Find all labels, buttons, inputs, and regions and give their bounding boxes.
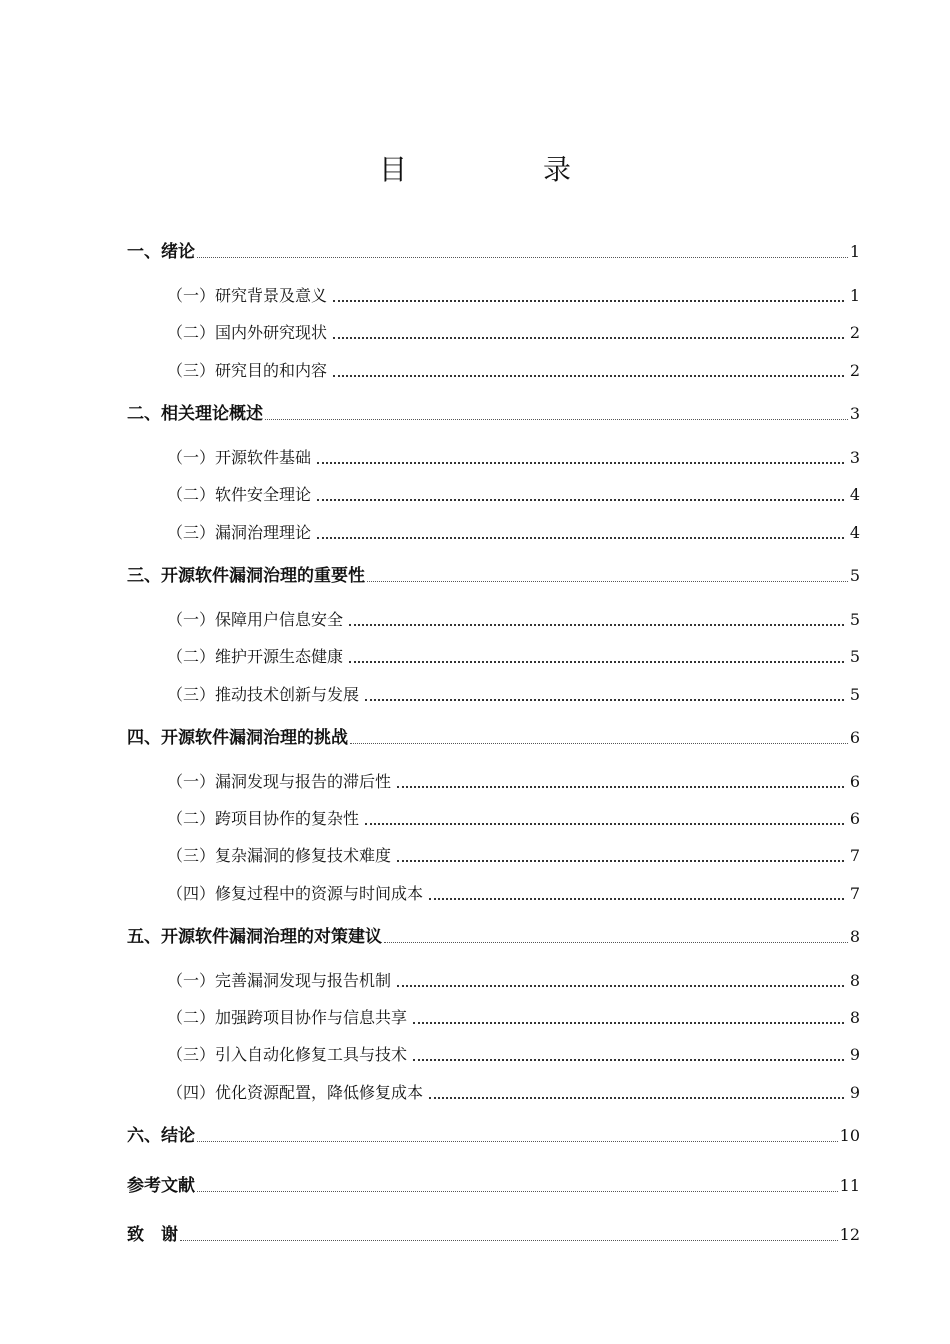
toc-entry-page: 12 xyxy=(839,1225,860,1244)
toc-entry-page: 1 xyxy=(849,286,860,305)
toc-entry[interactable] xyxy=(167,359,860,383)
toc-entry-label: （二）跨项目协作的复杂性 xyxy=(167,809,360,828)
toc-entry-label: （一）研究背景及意义 xyxy=(167,286,328,305)
toc-entry[interactable] xyxy=(167,446,860,470)
toc-entry-label: 二、相关理论概述 xyxy=(127,404,263,424)
dot-leader xyxy=(180,1239,838,1241)
dot-leader xyxy=(317,461,844,464)
toc-entry-label: 四、开源软件漏洞治理的挑战 xyxy=(127,728,348,748)
toc-entry-label: （二）软件安全理论 xyxy=(167,485,312,504)
toc-entry-page: 2 xyxy=(849,361,860,380)
toc-entry[interactable] xyxy=(167,284,860,308)
toc-entry-page: 8 xyxy=(849,927,860,946)
dot-leader xyxy=(397,785,844,788)
toc-entry-page: 5 xyxy=(849,566,860,585)
toc-entry-page: 9 xyxy=(849,1045,860,1064)
toc-entry-label: 一、绪论 xyxy=(127,242,195,262)
dot-leader xyxy=(197,1140,838,1142)
toc-entry-label: （一）开源软件基础 xyxy=(167,448,312,467)
toc-entry-label: （四）优化资源配置，降低修复成本 xyxy=(167,1083,424,1102)
dot-leader xyxy=(413,1058,844,1061)
toc-entry-label: 参考文献 xyxy=(127,1176,195,1196)
toc-entry-page: 4 xyxy=(849,485,860,504)
toc-entry[interactable] xyxy=(167,770,860,794)
toc-entry-label: 六、结论 xyxy=(127,1126,195,1146)
toc-entry[interactable] xyxy=(167,683,860,707)
toc-entry-page: 8 xyxy=(849,1008,860,1027)
dot-leader xyxy=(397,859,844,862)
toc-entry-label: （三）推动技术创新与发展 xyxy=(167,685,360,704)
toc-entry-label: （三）漏洞治理理论 xyxy=(167,523,312,542)
toc-entry-page: 5 xyxy=(849,610,860,629)
toc-entry[interactable] xyxy=(167,521,860,545)
toc-entry-page: 3 xyxy=(849,404,860,423)
toc-entry-label: 三、开源软件漏洞治理的重要性 xyxy=(127,566,365,586)
toc-entry-label: （一）漏洞发现与报告的滞后性 xyxy=(167,772,392,791)
toc-entry[interactable] xyxy=(127,240,860,264)
toc-entry-label: （四）修复过程中的资源与时间成本 xyxy=(167,884,424,903)
toc-entry-page: 9 xyxy=(849,1083,860,1102)
toc-entry[interactable] xyxy=(167,807,860,831)
toc-entry-page: 1 xyxy=(849,242,860,261)
toc-entry[interactable] xyxy=(167,882,860,906)
toc-entry-page: 7 xyxy=(849,846,860,865)
toc-entry[interactable] xyxy=(167,969,860,993)
toc-entry[interactable] xyxy=(167,844,860,868)
toc-entry-label: （二）国内外研究现状 xyxy=(167,323,328,342)
toc-entry-page: 7 xyxy=(849,884,860,903)
dot-leader xyxy=(349,623,844,626)
toc-entry[interactable] xyxy=(127,564,860,588)
toc-entry-page: 5 xyxy=(849,647,860,666)
dot-leader xyxy=(365,698,844,701)
toc-entry-page: 2 xyxy=(849,323,860,342)
toc-entry[interactable] xyxy=(167,321,860,345)
toc-entry[interactable] xyxy=(127,726,860,750)
dot-leader xyxy=(350,742,848,744)
toc-entry-page: 5 xyxy=(849,685,860,704)
toc-entry-label: （一）保障用户信息安全 xyxy=(167,610,344,629)
toc-entry[interactable] xyxy=(167,483,860,507)
toc-entry-label: （二）加强跨项目协作与信息共享 xyxy=(167,1008,408,1027)
dot-leader xyxy=(397,984,844,987)
dot-leader xyxy=(333,374,844,377)
toc-entry-page: 8 xyxy=(849,971,860,990)
toc-entry-label: （三）引入自动化修复工具与技术 xyxy=(167,1045,408,1064)
toc-entry-label: （一）完善漏洞发现与报告机制 xyxy=(167,971,392,990)
toc-entry-page: 3 xyxy=(849,448,860,467)
dot-leader xyxy=(333,336,844,339)
toc-entry-label: （三）复杂漏洞的修复技术难度 xyxy=(167,846,392,865)
toc-entry[interactable] xyxy=(167,1006,860,1030)
dot-leader xyxy=(365,822,844,825)
dot-leader xyxy=(384,941,848,943)
toc-entry[interactable] xyxy=(127,402,860,426)
toc-entry-label: 致 谢 xyxy=(127,1225,178,1245)
toc-entry[interactable] xyxy=(127,1124,860,1148)
page-title: 目 录 xyxy=(378,153,625,186)
dot-leader xyxy=(265,418,848,420)
toc-entry-page: 6 xyxy=(849,772,860,791)
dot-leader xyxy=(367,580,848,582)
toc-entry-page: 4 xyxy=(849,523,860,542)
dot-leader xyxy=(317,536,844,539)
toc-entry[interactable] xyxy=(167,608,860,632)
dot-leader xyxy=(429,1096,844,1099)
toc-entry-label: （二）维护开源生态健康 xyxy=(167,647,344,666)
toc-entry[interactable] xyxy=(127,925,860,949)
dot-leader xyxy=(349,660,844,663)
dot-leader xyxy=(333,299,844,302)
toc-entry-label: （三）研究目的和内容 xyxy=(167,361,328,380)
toc-entry-page: 6 xyxy=(849,809,860,828)
toc-entry-page: 6 xyxy=(849,728,860,747)
toc-entry[interactable] xyxy=(127,1223,860,1247)
toc-entry[interactable] xyxy=(167,1081,860,1105)
dot-leader xyxy=(197,256,848,258)
toc-entry[interactable] xyxy=(167,1043,860,1067)
dot-leader xyxy=(197,1190,838,1192)
toc-entry[interactable] xyxy=(127,1174,860,1198)
dot-leader xyxy=(317,498,844,501)
dot-leader xyxy=(429,897,844,900)
toc-entry-page: 11 xyxy=(839,1176,860,1195)
toc-entry-label: 五、开源软件漏洞治理的对策建议 xyxy=(127,927,382,947)
dot-leader xyxy=(413,1021,844,1024)
toc-entry-page: 10 xyxy=(839,1126,860,1145)
toc-entry[interactable] xyxy=(167,645,860,669)
